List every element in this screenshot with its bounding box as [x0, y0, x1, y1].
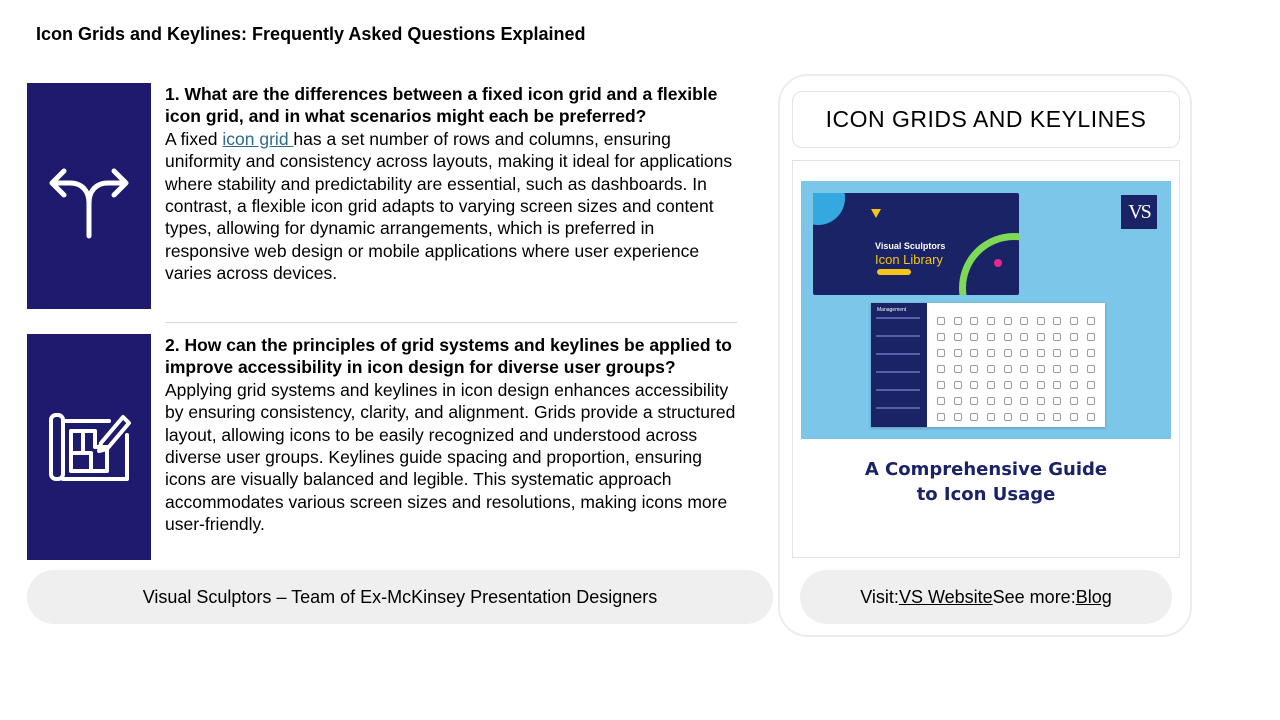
- faq-1-question: 1. What are the differences between a fixed icon grid and a flexible icon grid, and in what scenarios might each be preferred?: [165, 84, 718, 127]
- icon-sheet-header: Management: [877, 307, 907, 313]
- mini-icon: [1004, 333, 1012, 341]
- preview-banner: [801, 181, 1171, 439]
- mini-icon: [970, 317, 978, 325]
- sidebar-line: [876, 335, 920, 337]
- mini-icon: [954, 317, 962, 325]
- mini-icon: [970, 381, 978, 389]
- mini-icon: [970, 365, 978, 373]
- mini-icon: [1037, 317, 1045, 325]
- card-caption-line-1: A Comprehensive Guide: [864, 459, 1108, 480]
- mini-icon: [1087, 349, 1095, 357]
- sidebar-line: [876, 407, 920, 409]
- mini-icon: [1004, 413, 1012, 421]
- mini-icon: [1087, 317, 1095, 325]
- see-more-label: See more:: [992, 586, 1076, 607]
- mini-icon: [1037, 365, 1045, 373]
- blueprint-pencil-icon: [47, 409, 131, 485]
- card-title: ICON GRIDS AND KEYLINES: [792, 91, 1180, 148]
- mini-icon: [987, 413, 995, 421]
- mini-icon: [937, 349, 945, 357]
- footer-tagline: Visual Sculptors – Team of Ex-McKinsey Presentation Designers: [27, 570, 773, 624]
- mini-icon: [937, 381, 945, 389]
- promo-title: Icon Library: [875, 252, 943, 267]
- mini-icon: [1020, 349, 1028, 357]
- mini-icon: [1020, 333, 1028, 341]
- mini-icon: [954, 333, 962, 341]
- decorative-triangle: [871, 209, 881, 218]
- mini-icon: [1004, 397, 1012, 405]
- mini-icon: [1087, 397, 1095, 405]
- mini-icon: [1004, 381, 1012, 389]
- icon-sheet: [871, 303, 1105, 427]
- vs-website-link[interactable]: VS Website: [898, 586, 993, 607]
- faq-1-answer-rest: has a set number of rows and columns, ensuring uniformity and consistency across layouts, making it ideal for applications where stability and predictability are essential, such as dashboards. In contrast, a flexible icon grid adapts to varying screen sizes and content types, allowing for dynamic arrangements, which is preferred in responsive web design or mobile applications where user experience varies across devices.: [165, 128, 733, 284]
- mini-icon: [937, 317, 945, 325]
- mini-icon: [954, 349, 962, 357]
- mini-icon: [1020, 317, 1028, 325]
- page-title: Icon Grids and Keylines: Frequently Asked Questions Explained: [36, 24, 586, 44]
- promo-tag: [877, 269, 911, 275]
- mini-icon: [1087, 381, 1095, 389]
- vs-logo: VS: [1121, 195, 1157, 229]
- promo-slide: [813, 193, 1019, 295]
- card-preview-image[interactable]: [792, 160, 1180, 558]
- mini-icon: [987, 397, 995, 405]
- faq-1-answer-prefix: A fixed: [165, 128, 223, 149]
- split-arrow-icon: [44, 151, 134, 241]
- mini-icon: [1037, 413, 1045, 421]
- mini-icon: [1037, 397, 1045, 405]
- mini-icon: [1053, 317, 1061, 325]
- icon-sheet-sidebar: [871, 303, 927, 427]
- mini-icon: [937, 397, 945, 405]
- mini-icon: [1037, 333, 1045, 341]
- mini-icon: [1070, 333, 1078, 341]
- decorative-ring: [959, 233, 1019, 295]
- mini-icon: [954, 397, 962, 405]
- mini-icon: [1053, 413, 1061, 421]
- mini-icon: [1020, 365, 1028, 373]
- mini-icon: [1004, 365, 1012, 373]
- mini-icon: [970, 397, 978, 405]
- mini-icon: [970, 413, 978, 421]
- faq-2-icon-box: [27, 334, 151, 560]
- mini-icon: [937, 333, 945, 341]
- footer-links: [800, 570, 1172, 624]
- mini-icon: [1070, 397, 1078, 405]
- decorative-dot: [994, 259, 1002, 267]
- mini-icon: [987, 317, 995, 325]
- mini-icon: [1053, 381, 1061, 389]
- mini-icon: [1070, 317, 1078, 325]
- mini-icon: [1087, 365, 1095, 373]
- mini-icon: [1037, 381, 1045, 389]
- sidebar-line: [876, 353, 920, 355]
- mini-icon: [1020, 397, 1028, 405]
- mini-icon: [1087, 413, 1095, 421]
- mini-icon: [1037, 349, 1045, 357]
- icon-sheet-grid: [933, 313, 1099, 423]
- faq-2: [165, 334, 737, 536]
- mini-icon: [1053, 349, 1061, 357]
- sidebar-line: [876, 317, 920, 319]
- faq-2-answer: Applying grid systems and keylines in icon design enhances accessibility by ensuring consistency, clarity, and alignment. Grids provide a structured layout, allowing icons to be easily recognized and understood across diverse user groups. Keylines guide spacing and proportion, ensuring icons are visually balanced and legible. This systematic approach accommodates various screen sizes and resolutions, making icons more user-friendly.: [165, 379, 736, 535]
- mini-icon: [987, 381, 995, 389]
- visit-label: Visit:: [860, 586, 899, 607]
- promo-brand: Visual Sculptors: [875, 241, 946, 251]
- mini-icon: [987, 349, 995, 357]
- mini-icon: [1070, 413, 1078, 421]
- mini-icon: [987, 365, 995, 373]
- mini-icon: [1053, 365, 1061, 373]
- faq-1-answer: [165, 128, 737, 285]
- mini-icon: [987, 333, 995, 341]
- mini-icon: [1053, 333, 1061, 341]
- mini-icon: [1004, 317, 1012, 325]
- mini-icon: [937, 365, 945, 373]
- blog-link[interactable]: Blog: [1075, 586, 1112, 607]
- sidebar-line: [876, 371, 920, 373]
- mini-icon: [1087, 333, 1095, 341]
- mini-icon: [970, 333, 978, 341]
- decorative-blob: [813, 193, 845, 225]
- mini-icon: [1070, 349, 1078, 357]
- sidebar-line: [876, 389, 920, 391]
- mini-icon: [1053, 397, 1061, 405]
- card-caption-line-2: to Icon Usage: [916, 484, 1056, 505]
- faq-2-question: 2. How can the principles of grid systems and keylines be applied to improve accessibility in icon design for diverse user groups?: [165, 335, 732, 378]
- mini-icon: [1020, 413, 1028, 421]
- mini-icon: [954, 365, 962, 373]
- mini-icon: [954, 381, 962, 389]
- faq-1: [165, 83, 737, 285]
- faq-1-icon-box: [27, 83, 151, 309]
- mini-icon: [970, 349, 978, 357]
- card-caption: [793, 457, 1179, 507]
- mini-icon: [937, 413, 945, 421]
- faq-divider: [165, 322, 737, 323]
- mini-icon: [1070, 365, 1078, 373]
- mini-icon: [954, 413, 962, 421]
- mini-icon: [1070, 381, 1078, 389]
- mini-icon: [1004, 349, 1012, 357]
- mini-icon: [1020, 381, 1028, 389]
- icon-grid-link[interactable]: icon grid: [222, 128, 294, 149]
